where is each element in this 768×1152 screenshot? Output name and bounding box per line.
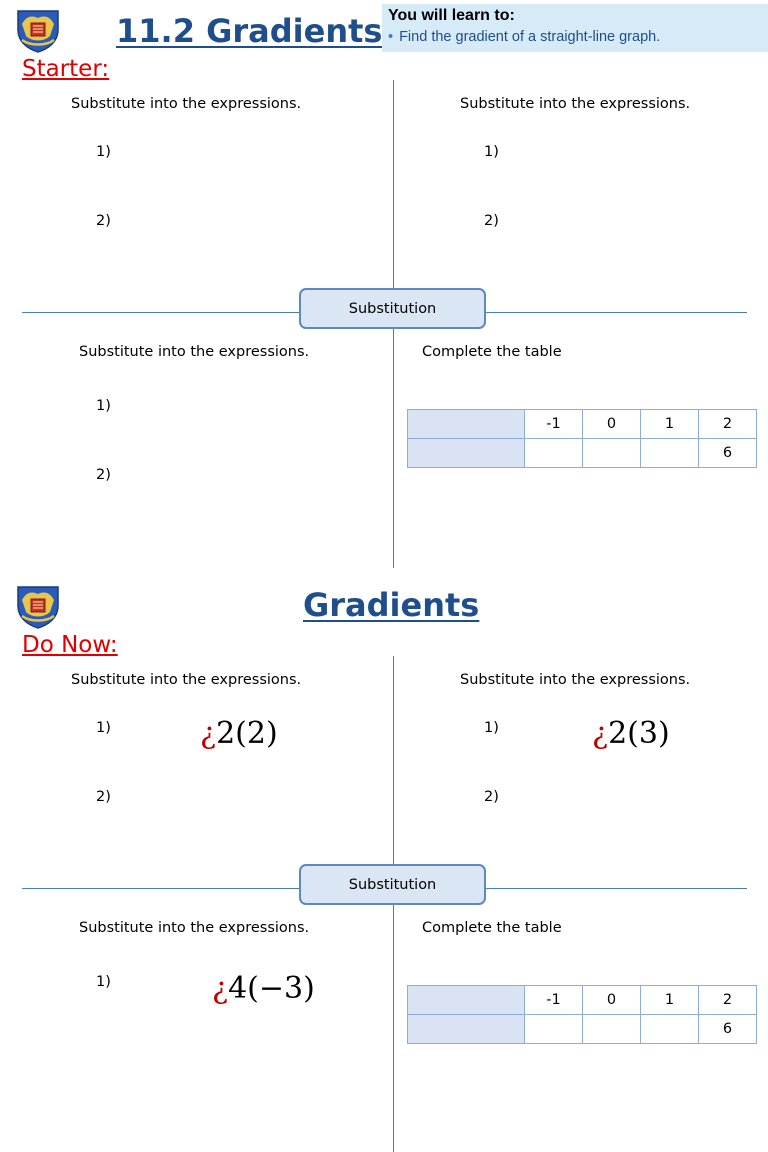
bullet-icon: •: [388, 29, 394, 45]
question-number: 1): [96, 974, 111, 990]
question-number: 1): [96, 720, 111, 736]
learning-objective-text: Find the gradient of a straight-line graph.: [399, 29, 661, 45]
table-cell: [408, 986, 525, 1015]
values-table: [407, 409, 757, 468]
instruction-bottom-left: Substitute into the expressions.: [79, 920, 310, 936]
expression: [592, 716, 670, 751]
substitution-button[interactable]: Substitution: [299, 864, 486, 905]
do-now-label: Do Now:: [22, 632, 118, 658]
table-cell: -1: [525, 986, 583, 1015]
table-cell: 2: [699, 986, 757, 1015]
question-number: 2): [96, 213, 111, 229]
question-number: 2): [96, 467, 111, 483]
instruction-top-left: Substitute into the expressions.: [71, 96, 302, 112]
page-title: Gradients: [303, 586, 480, 624]
question-number: 2): [484, 213, 499, 229]
expression-mark: ¿: [212, 971, 229, 1006]
slide-do-now: [0, 576, 768, 1152]
instruction-bottom-left: Substitute into the expressions.: [79, 344, 310, 360]
table-cell: [408, 439, 525, 468]
question-number: 2): [96, 789, 111, 805]
table-cell: -1: [525, 410, 583, 439]
question-number: 1): [96, 398, 111, 414]
question-number: 1): [484, 720, 499, 736]
table-row: [408, 1015, 757, 1044]
expression-body: 2(2): [216, 716, 278, 751]
page-title: 11.2 Gradients: [116, 12, 383, 50]
instruction-top-right: Substitute into the expressions.: [460, 672, 691, 688]
table-cell[interactable]: [525, 439, 583, 468]
expression: [200, 716, 278, 751]
table-cell: 1: [641, 410, 699, 439]
school-crest-icon: [14, 584, 62, 630]
question-number: 1): [96, 144, 111, 160]
table-cell[interactable]: [641, 439, 699, 468]
question-number: 2): [484, 789, 499, 805]
expression-mark: ¿: [592, 716, 609, 751]
instruction-top-right: Substitute into the expressions.: [460, 96, 691, 112]
instruction-bottom-right: Complete the table: [422, 920, 562, 936]
table-cell[interactable]: [525, 1015, 583, 1044]
table-cell: [408, 1015, 525, 1044]
table-cell: 0: [583, 410, 641, 439]
expression: [212, 971, 315, 1006]
table-cell: 1: [641, 986, 699, 1015]
learning-objective-item: [388, 29, 660, 45]
expression-mark: ¿: [200, 716, 217, 751]
table-cell[interactable]: [583, 1015, 641, 1044]
instruction-bottom-right: Complete the table: [422, 344, 562, 360]
expression-body: 4(−3): [228, 971, 315, 1006]
learning-objective-heading: You will learn to:: [388, 7, 515, 24]
table-cell[interactable]: [583, 439, 641, 468]
table-cell[interactable]: [641, 1015, 699, 1044]
table-cell: 2: [699, 410, 757, 439]
table-cell: [408, 410, 525, 439]
table-cell: 6: [699, 439, 757, 468]
table-row: [408, 986, 757, 1015]
question-number: 1): [484, 144, 499, 160]
substitution-button[interactable]: Substitution: [299, 288, 486, 329]
table-row: [408, 410, 757, 439]
school-crest-icon: [14, 8, 62, 54]
values-table: [407, 985, 757, 1044]
instruction-top-left: Substitute into the expressions.: [71, 672, 302, 688]
expression-body: 2(3): [608, 716, 670, 751]
table-row: [408, 439, 757, 468]
table-cell: 6: [699, 1015, 757, 1044]
table-cell: 0: [583, 986, 641, 1015]
starter-label: Starter:: [22, 56, 110, 82]
learning-objective-box: [382, 4, 768, 52]
